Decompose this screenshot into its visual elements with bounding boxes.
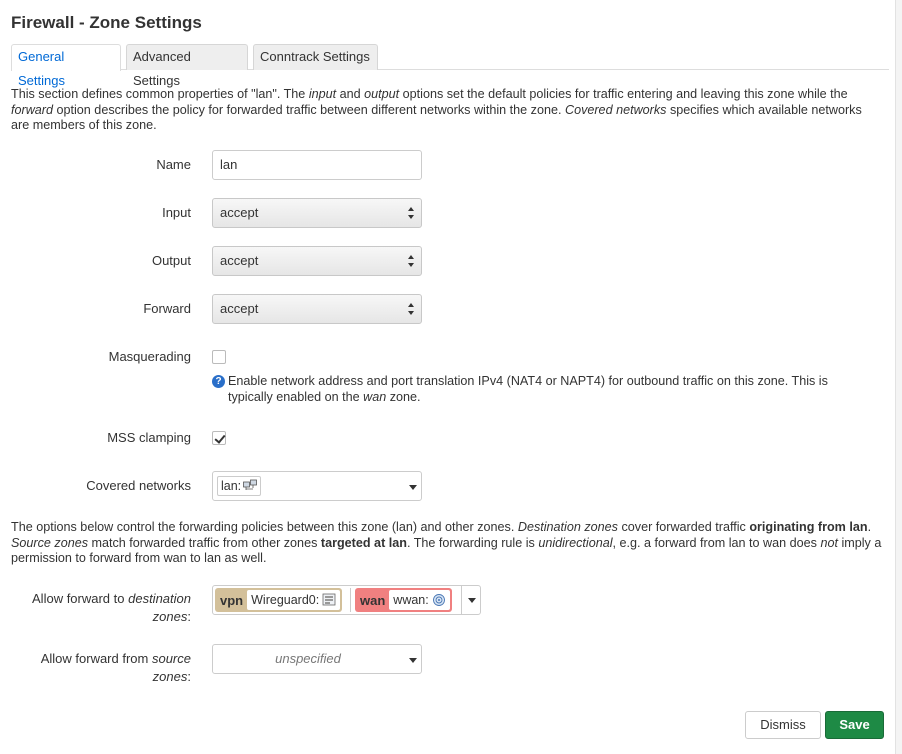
masquerading-help: ? Enable network address and port translation IPv4 (NAT4 or NAPT4) for outbound traffic on this zone. This is typically enabled on the wan zone.	[212, 374, 872, 405]
forwarding-description: The options below control the forwarding policies between this zone (lan) and other zones. Destination zones cover forwarded traffic originating from lan. Source zones match forwarded traffic from other zones targeted at lan. The forwarding rule is unidirectional, e.g. a forward from lan to wan does not imply a permission to forward from wan to lan as well.	[11, 520, 882, 565]
chevron-down-icon	[409, 485, 417, 490]
network-interface-icon	[243, 478, 257, 490]
covered-networks-dropdown[interactable]	[212, 471, 422, 501]
select-arrows-icon	[408, 303, 415, 315]
name-input[interactable]: lan	[212, 150, 422, 180]
zone-name-wan: wan	[360, 592, 386, 608]
zone-separator	[350, 588, 351, 612]
input-label: Input	[162, 205, 191, 220]
wifi-icon	[432, 592, 446, 605]
help-icon: ?	[212, 375, 225, 388]
tab-general-settings[interactable]: General Settings	[11, 44, 121, 71]
forward-policy-value: accept	[220, 301, 259, 316]
zone-network-wan: wwan:	[389, 590, 449, 610]
dialog-title: Firewall - Zone Settings	[11, 13, 202, 32]
output-label: Output	[151, 253, 191, 268]
covered-networks-label: Covered networks	[86, 478, 191, 493]
forward-policy-select[interactable]	[212, 294, 422, 324]
network-lan-chip	[217, 476, 261, 496]
masquerading-label: Masquerading	[108, 349, 191, 364]
name-label: Name	[156, 157, 191, 172]
source-zones-label: Allow forward from source zones:	[40, 651, 191, 684]
output-policy-select[interactable]	[212, 246, 422, 276]
scrollbar-edge	[895, 0, 902, 754]
mss-clamping-label: MSS clamping	[107, 430, 191, 445]
tab-conntrack-settings[interactable]: Conntrack Settings	[253, 44, 378, 70]
destination-zones-dropdown[interactable]	[212, 585, 481, 615]
destination-zones-label: Allow forward to destination zones:	[32, 591, 191, 624]
save-button[interactable]: Save	[825, 711, 884, 739]
output-policy-value: accept	[220, 253, 259, 268]
source-zones-dropdown[interactable]	[212, 644, 422, 674]
tab-bar	[11, 44, 889, 88]
mss-clamping-checkbox[interactable]	[212, 431, 226, 445]
tunnel-icon	[322, 592, 336, 605]
chevron-down-icon	[409, 658, 417, 663]
input-policy-select[interactable]	[212, 198, 422, 228]
zone-network-vpn: Wireguard0:	[247, 590, 340, 610]
tab-advanced-settings[interactable]: Advanced Settings	[126, 44, 248, 70]
section-description: This section defines common properties of "lan". The input and output options set the default policies for traffic entering and leaving this zone while the forward option describes the policy for forwarded traffic between different networks within the zone. Covered networks specifies which available networks are members of this zone.	[11, 87, 862, 132]
chevron-down-icon	[468, 598, 476, 603]
forward-label: Forward	[143, 301, 191, 316]
dropdown-divider	[461, 586, 462, 614]
masquerading-checkbox[interactable]	[212, 350, 226, 364]
input-policy-value: accept	[220, 205, 259, 220]
zone-chip-vpn[interactable]	[215, 588, 342, 612]
zone-chip-wan[interactable]	[355, 588, 452, 612]
source-zones-value: unspecified	[275, 651, 341, 666]
select-arrows-icon	[408, 207, 415, 219]
zone-name-vpn: vpn	[220, 592, 244, 608]
network-lan-label: lan:	[221, 479, 242, 493]
select-arrows-icon	[408, 255, 415, 267]
dismiss-button[interactable]: Dismiss	[745, 711, 821, 739]
